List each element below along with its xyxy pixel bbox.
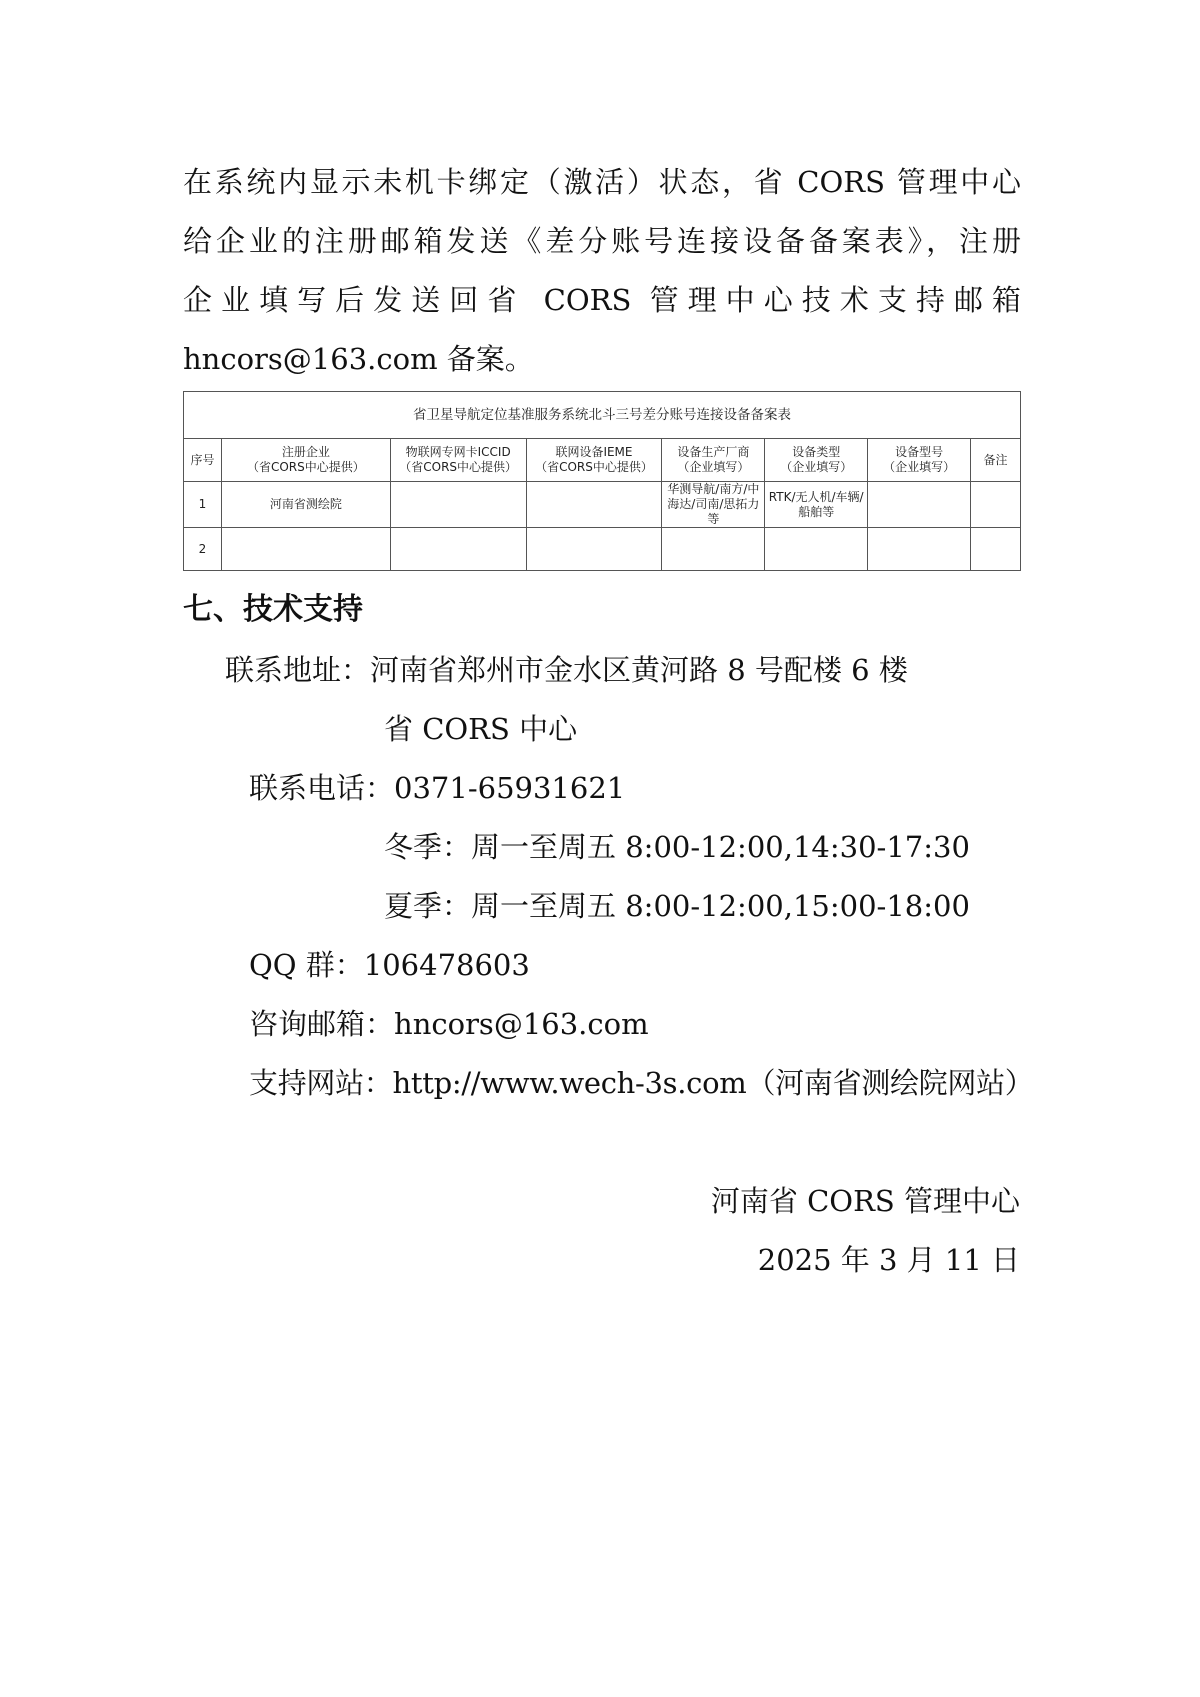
phone-label: 联系电话： [249, 771, 395, 805]
intro-line-4: hncors@163.com 备案。 [183, 342, 534, 376]
intro-paragraph [183, 162, 1021, 320]
cell-remarks [971, 482, 1021, 528]
header-device-type: 设备类型 （企业填写） [765, 439, 868, 482]
winter-hours-row [384, 827, 970, 867]
signature-org: 河南省 CORS 管理中心 [710, 1184, 1020, 1218]
section-heading: 七、技术支持 [183, 592, 363, 627]
address-line-2: 省 CORS 中心 [384, 712, 578, 746]
cell-ieme [526, 528, 662, 571]
qq-row [249, 945, 530, 985]
signature-date: 2025 年 3 月 11 日 [757, 1243, 1020, 1277]
cell-device-model [868, 482, 971, 528]
intro-line-1: 在系统内显示未机卡绑定（激活）状态，省 CORS 管理中心 [183, 165, 1021, 199]
winter-hours: 周一至周五 8:00-12:00,14:30-17:30 [471, 830, 970, 864]
table-row [184, 528, 1021, 571]
phone-number: 0371-65931621 [394, 771, 626, 805]
device-registration-table [183, 391, 1021, 571]
phone-row [249, 768, 625, 808]
email-link[interactable]: hncors@163.com [394, 1007, 649, 1041]
cell-remarks [971, 528, 1021, 571]
intro-line-2: 给企业的注册邮箱发送《差分账号连接设备备案表》，注册 [183, 224, 1021, 258]
cell-device-model [868, 528, 971, 571]
cell-company: 河南省测绘院 [221, 482, 390, 528]
cell-device-type: RTK/无人机/车辆/船舶等 [765, 482, 868, 528]
table-header-row [184, 439, 1021, 482]
website-row [249, 1063, 1033, 1103]
cell-manufacturer: 华测导航/南方/中海达/司南/思拓力等 [662, 482, 765, 528]
header-ieme: 联网设备IEME （省CORS中心提供） [526, 439, 662, 482]
header-manufacturer: 设备生产厂商 （企业填写） [662, 439, 765, 482]
summer-label: 夏季： [384, 889, 472, 923]
email-row [249, 1004, 649, 1044]
website-label: 支持网站： [249, 1066, 393, 1100]
cell-index: 2 [184, 528, 222, 571]
qq-number: 106478603 [363, 948, 530, 982]
summer-hours: 周一至周五 8:00-12:00,15:00-18:00 [471, 889, 970, 923]
table-title: 省卫星导航定位基准服务系统北斗三号差分账号连接设备备案表 [184, 392, 1021, 439]
table-row [184, 482, 1021, 528]
winter-label: 冬季： [384, 830, 472, 864]
address-label: 联系地址： [225, 653, 371, 687]
header-iccid: 物联网专网卡ICCID （省CORS中心提供） [390, 439, 526, 482]
cell-iccid [390, 528, 526, 571]
cell-manufacturer [662, 528, 765, 571]
cell-index: 1 [184, 482, 222, 528]
cell-iccid [390, 482, 526, 528]
intro-line-3: 企业填写后发送回省 CORS 管理中心技术支持邮箱 [183, 283, 1021, 317]
cell-company [221, 528, 390, 571]
cell-ieme [526, 482, 662, 528]
address-line-1: 河南省郑州市金水区黄河路 8 号配楼 6 楼 [370, 653, 908, 687]
header-company: 注册企业 （省CORS中心提供） [221, 439, 390, 482]
address-row [225, 650, 908, 690]
header-remarks: 备注 [971, 439, 1021, 482]
cell-device-type [765, 528, 868, 571]
summer-hours-row [384, 886, 970, 926]
qq-label: QQ 群： [249, 948, 364, 982]
header-index: 序号 [184, 439, 222, 482]
website-link[interactable]: http://www.wech-3s.com（河南省测绘院网站） [392, 1066, 1034, 1100]
header-device-model: 设备型号 （企业填写） [868, 439, 971, 482]
email-label: 咨询邮箱： [249, 1007, 395, 1041]
